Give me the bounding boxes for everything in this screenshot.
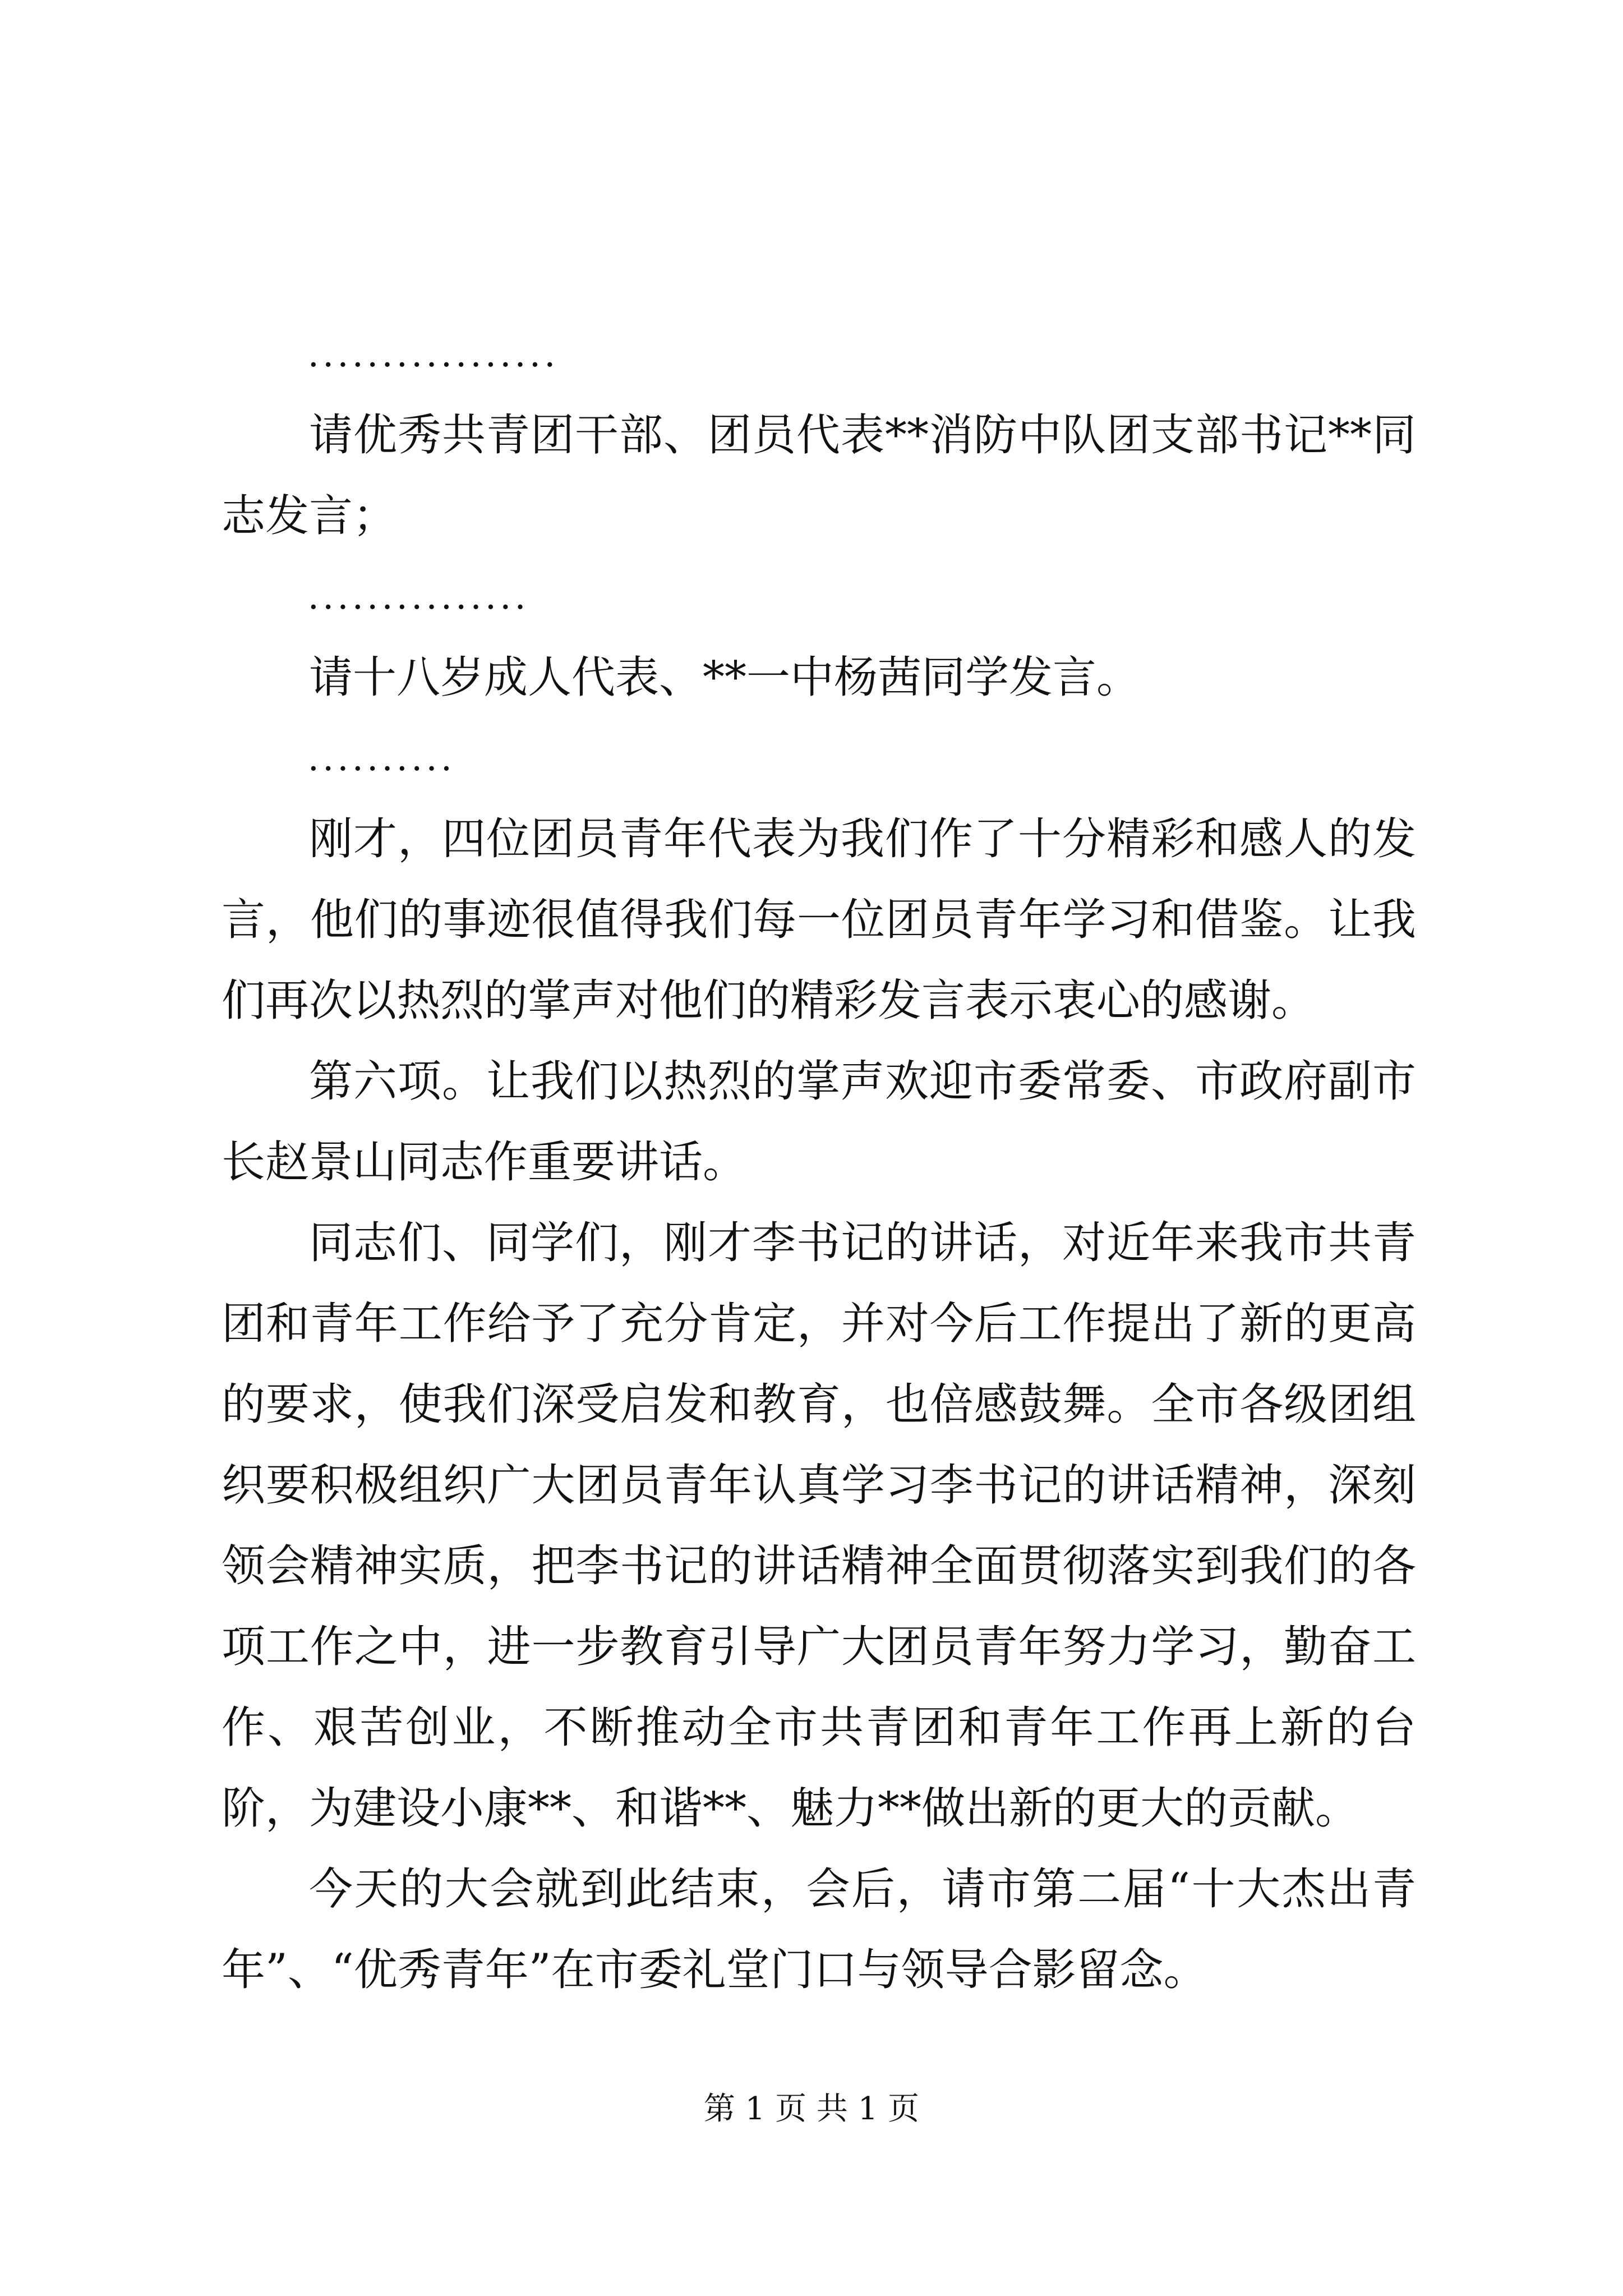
paragraph: 第六项。让我们以热烈的掌声欢迎市委常委、市政府副市长赵景山同志作重要讲话。	[222, 1056, 1416, 1188]
paragraph: 请优秀共青团干部、团员代表**消防中队团支部书记**同志发言；	[222, 410, 1416, 541]
page-footer: 第 1 页 共 1 页	[703, 2091, 920, 2127]
paragraph: 请十八岁成人代表、**一中杨茜同学发言。	[309, 652, 1141, 703]
ellipsis-line: ...............	[307, 576, 529, 618]
paragraph: 刚才，四位团员青年代表为我们作了十分精彩和感人的发言，他们的事迹很值得我们每一位团员青年学习和借鉴。让我们再次以热烈的掌声对他们的精彩发言表示衷心的感谢。	[222, 814, 1416, 1026]
document-body	[222, 314, 1416, 2010]
paragraph: 今天的大会就到此结束，会后，请市第二届“十大杰出青年”、“优秀青年”在市委礼堂门口与领导合影留念。	[222, 1864, 1416, 1995]
paragraph: 同志们、同学们，刚才李书记的讲话，对近年来我市共青团和青年工作给予了充分肯定，并对今后工作提出了新的更高的要求，使我们深受启发和教育，也倍感鼓舞。全市各级团组织要积极组织广大团员青年认真学习李书记的讲话精神，深刻领会精神实质，把李书记的讲话精神全面贯彻落实到我们的各项工作之中，进一步教育引导广大团员青年努力学习，勤奋工作、艰苦创业，不断推动全市共青团和青年工作再上新的台阶，为建设小康**、和谐**、魅力**做出新的更大的贡献。	[222, 1218, 1416, 1834]
ellipsis-line: .................	[307, 334, 559, 375]
ellipsis-line: ..........	[307, 738, 456, 779]
